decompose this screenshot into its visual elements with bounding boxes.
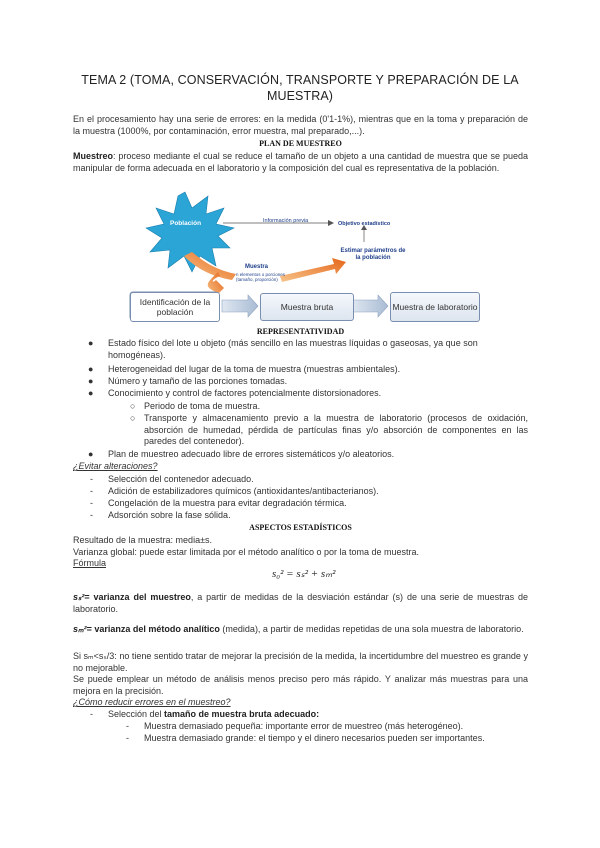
bullet-dot: ● [88, 364, 94, 374]
repr-sub-item: Periodo de toma de muestra. [144, 401, 261, 411]
dash-marker: - [90, 709, 93, 719]
reducir-question: ¿Cómo reducir errores en el muestreo? [73, 697, 231, 707]
stats-paragraph-1: Si sₘ<sₛ/3: no tiene sentido tratar de mejorar la precisión de la medida, la incertidumbre del muestreo es grande y no mejorable. [73, 651, 528, 673]
dash-marker: - [126, 733, 129, 743]
bullet-dot: ● [88, 338, 94, 348]
formula-label: Fórmula [73, 558, 107, 568]
dash-marker: - [90, 510, 93, 520]
reducir-sub-item: Muestra demasiado grande: el tiempo y el dinero necesarios pueden ser importantes. [144, 733, 485, 743]
sel-pre: Selección del [108, 709, 165, 719]
vs-symbol: sₛ² [73, 592, 85, 602]
repr-sub-item: Transporte y almacenamiento previo a la muestra de laboratorio (procesos de oxidación, absorción de humedad, pérdida de partículas finas y/o absorción de componentes en las paredes del contenedor). [144, 413, 528, 446]
bullet-dot: ● [88, 376, 94, 386]
evitar-question: ¿Evitar alteraciones? [73, 461, 158, 471]
sub-bullet-circle: ○ [130, 413, 136, 423]
seleccion-line [108, 709, 319, 721]
diagram-poblacion-label: Población [170, 220, 202, 227]
vs-bold: = varianza del muestreo [84, 592, 191, 602]
vm-bold: = varianza del método analítico [86, 624, 220, 634]
bullet-dot: ● [88, 388, 94, 398]
sub-bullet-circle: ○ [130, 401, 136, 411]
evitar-item: Congelación de la muestra para evitar degradación térmica. [108, 498, 347, 508]
muestreo-definition [73, 151, 528, 174]
arrow-box1-box2 [222, 295, 258, 317]
repr-heading: REPRESENTATIVIDAD [256, 327, 345, 336]
muestreo-term: Muestreo [73, 151, 114, 161]
bullet-dot: ● [88, 449, 94, 459]
variance-formula: s₀² = sₛ² + sₘ² [272, 568, 336, 580]
vm-text: (medida), a partir de medidas repetidas de una sola muestra de laboratorio. [219, 624, 524, 634]
stats-heading: ASPECTOS ESTADÍSTICOS [249, 523, 352, 532]
reducir-sub-item: Muestra demasiado pequeña: importante error de muestreo (más heterogéneo). [144, 721, 464, 731]
evitar-item: Adsorción sobre la fase sólida. [108, 510, 231, 520]
evitar-item: Selección del contenedor adecuado. [108, 474, 254, 484]
vs-text: , a partir de medidas de la desviación estándar (s) de una serie de muestras de laboratorio. [73, 592, 528, 614]
dash-marker: - [90, 498, 93, 508]
repr-item: Estado físico del lote u objeto (más sencillo en las muestras líquidas o gaseosas, ya que son homogéneas). [108, 338, 478, 360]
intro-paragraph: En el procesamiento hay una serie de errores: en la medida (0'1-1%), mientras que en la toma y preparación de la muestra (1000%, por contaminación, error muestra, mal preparado,...). [73, 114, 528, 136]
varianza-metodo [73, 624, 528, 636]
box-muestra-laboratorio: Muestra de laboratorio [390, 292, 480, 322]
varianza-muestreo [73, 592, 528, 615]
sel-bold: tamaño de muestra bruta adecuado: [164, 709, 320, 719]
repr-item: Número y tamaño de las porciones tomadas. [108, 376, 288, 386]
repr-item: Plan de muestreo adecuado libre de errores sistemáticos y/o aleatorios. [108, 449, 395, 459]
evitar-item: Adición de estabilizadores químicos (antioxidantes/antibacterianos). [108, 486, 379, 496]
diagram-muestra-label: Muestra [245, 264, 269, 270]
repr-item: Heterogeneidad del lugar de la toma de muestra (muestras ambientales). [108, 364, 401, 374]
dash-marker: - [126, 721, 129, 731]
repr-item: Conocimiento y control de factores potencialmente distorsionadores. [108, 388, 382, 398]
plan-heading: PLAN DE MUESTREO [259, 139, 342, 148]
box-muestra-bruta: Muestra bruta [260, 293, 354, 321]
stats-line-2: Varianza global: puede estar limitada por el método analítico o por la toma de muestra. [73, 547, 420, 557]
dash-marker: - [90, 474, 93, 484]
muestreo-def-text: : proceso mediante el cual se reduce el tamaño de un objeto a una cantidad de muestra que se pueda manipular de forma adecuada en el laboratorio y la composición del cual es representativa de la población. [73, 151, 528, 173]
stats-paragraph-2: Se puede emplear un método de análisis menos preciso pero más rápido. Y analizar más muestras para una mejora en la precisión. [73, 674, 528, 696]
diagram-objetivo-label: Objetivo estadístico [338, 221, 391, 227]
arrow-box2-box3 [352, 295, 388, 317]
dash-marker: - [90, 486, 93, 496]
vm-symbol: sₘ² [73, 624, 87, 634]
diagram-info-label: Información previa [263, 218, 309, 224]
box-identificacion: Identificación de la población [130, 292, 220, 322]
stats-line-1: Resultado de la muestra: media±s. [73, 535, 213, 545]
page-title: TEMA 2 (TOMA, CONSERVACIÓN, TRANSPORTE Y PREPARACIÓN DE LA MUESTRA) [81, 73, 519, 103]
diagram-muestra-sub: n elementos o porciones (tamaño, proporción) [236, 272, 286, 282]
diagram-estimar-label: Estimar parámetros de la población [340, 248, 406, 261]
